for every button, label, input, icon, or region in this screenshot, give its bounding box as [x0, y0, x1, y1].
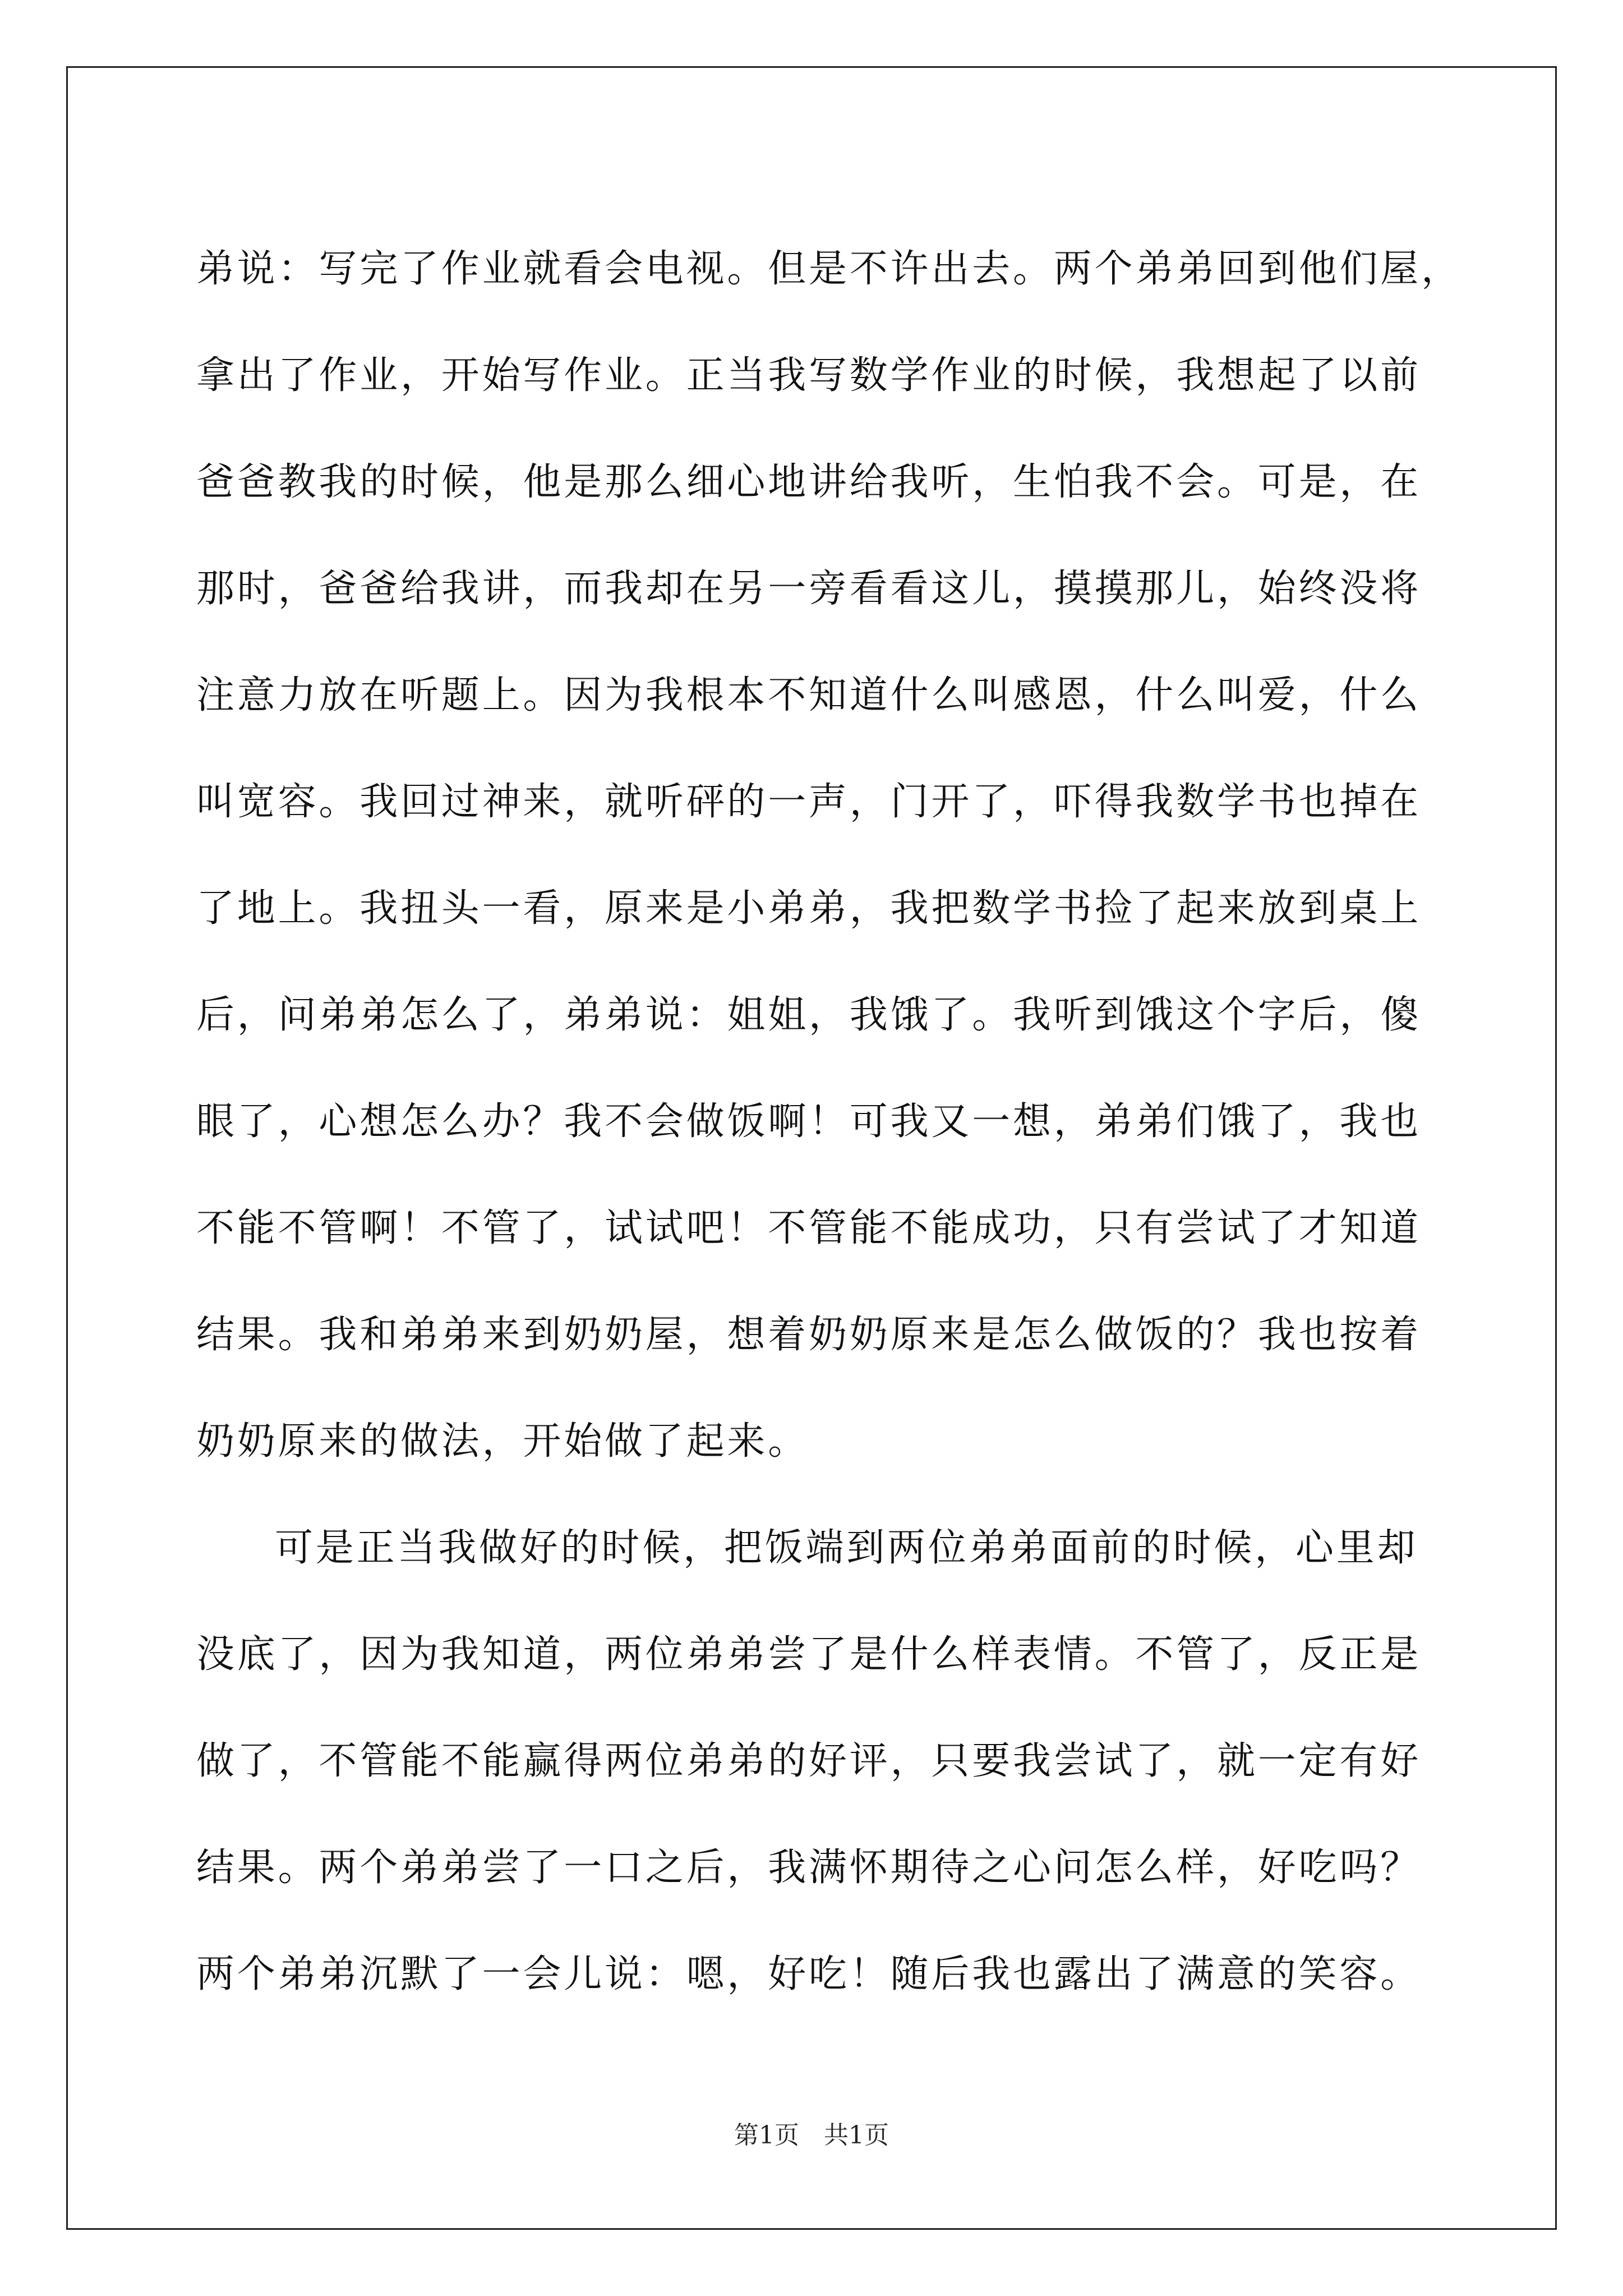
text-line: 爸爸教我的时候，他是那么细心地讲给我听，生怕我不会。可是，在: [196, 460, 1422, 504]
text-line: 拿出了作业，开始写作业。正当我写数学作业的时候，我想起了以前: [196, 353, 1422, 398]
text-line: 了地上。我扭头一看，原来是小弟弟，我把数学书捡了起来放到桌上: [196, 886, 1422, 931]
page-footer: [0, 2115, 1623, 2151]
text-line: 弟说：写完了作业就看会电视。但是不许出去。两个弟弟回到他们屋，: [196, 247, 1462, 291]
text-line: 结果。我和弟弟来到奶奶屋，想着奶奶原来是怎么做饭的？我也按着: [196, 1313, 1422, 1357]
text-line-indented: 可是正当我做好的时候，把饭端到两位弟弟面前的时候，心里却: [275, 1526, 1418, 1570]
text-line: 注意力放在听题上。因为我根本不知道什么叫感恩，什么叫爱，什么: [196, 673, 1422, 717]
text-line: 后，问弟弟怎么了，弟弟说：姐姐，我饿了。我听到饿这个字后，傻: [196, 993, 1422, 1037]
text-line: 眼了，心想怎么办？我不会做饭啊！可我又一想，弟弟们饿了，我也: [196, 1099, 1422, 1144]
text-line: 结果。两个弟弟尝了一口之后，我满怀期待之心问怎么样，好吃吗？: [196, 1846, 1422, 1890]
text-line: 没底了，因为我知道，两位弟弟尝了是什么样表情。不管了，反正是: [196, 1632, 1422, 1677]
text-line: 两个弟弟沉默了一会儿说：嗯，好吃！随后我也露出了满意的笑容。: [196, 1952, 1422, 1996]
page-number-total: 共1页: [824, 2121, 889, 2150]
document-body: [196, 216, 1462, 2028]
text-line: 奶奶原来的做法，开始做了起来。: [196, 1419, 809, 1464]
text-line: 不能不管啊！不管了，试试吧！不管能不能成功，只有尝试了才知道: [196, 1206, 1422, 1250]
text-line: 叫宽容。我回过神来，就听砰的一声，门开了，吓得我数学书也掉在: [196, 780, 1422, 824]
page-number-current: 第1页: [734, 2121, 799, 2150]
text-line: 那时，爸爸给我讲，而我却在另一旁看看这儿，摸摸那儿，始终没将: [196, 567, 1422, 611]
text-line: 做了，不管能不能赢得两位弟弟的好评，只要我尝试了，就一定有好: [196, 1739, 1422, 1783]
